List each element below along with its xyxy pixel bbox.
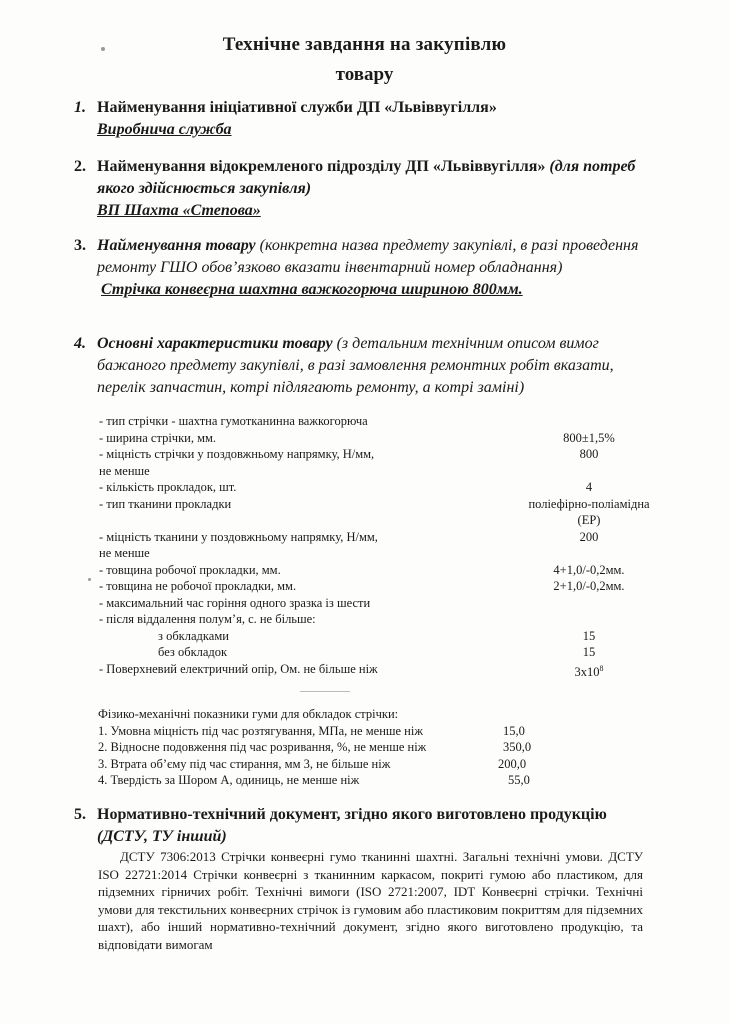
section-heading: Найменування ініціативної служби ДП «Львіввугілля» xyxy=(97,99,497,116)
spec-row: - товщина не робочої прокладки, мм. 2+1,0/-0,2мм. xyxy=(99,579,625,593)
spec-row: - міцність тканини у поздовжньому напрямку, Н/мм, не менше 200 xyxy=(99,529,599,560)
section-heading: Найменування товару xyxy=(97,237,256,254)
rubber-row: 2. Відносне подовження під час розривання, %, не менше ніж 350,0 xyxy=(98,740,532,754)
spec-row: - товщина робочої прокладки, мм. 4+1,0/-0,2мм. xyxy=(99,562,625,577)
section-note: (з детальним технічним описом вимог бажаного предмету закупівлі, в разі замовлення ремонтних робіт вказати, перелік запчастин, котрі підлягають ремонту, а котрі заміні) xyxy=(97,335,614,396)
section-answer: Виробнича служба xyxy=(97,121,232,138)
document-subtitle: товару xyxy=(335,64,394,85)
section-5-paragraph: ДСТУ 7306:2013 Стрічки конвеєрні гумо тканинні шахтні. Загальні технічні умови. ДСТУ ISO 22721:2014 Стрічки конвеєрні з тканинним каркасом, покриті гумою або пластиком, для підземних гірничих робіт. Технічні вимоги (ISO 2721:2007, IDT Конвеєрні стрічки. Технічні умови для текстильних конвеєрних стрічок із гумовим або пластиковим покриттям для підземних шахт), або інший нормативно-технічний документ, згідно якого виготовлено продукцію, та відповідати вимогам xyxy=(98,849,643,952)
section-number: 4. xyxy=(74,335,86,352)
spec-row: - Поверхневий електричний опір, Ом. не більше ніж $3x10^8$ xyxy=(99,661,604,679)
spec-row: - після віддалення полум’я, с. не більше: xyxy=(99,612,316,626)
rubber-properties xyxy=(98,706,598,789)
section-number: 2. xyxy=(74,158,86,175)
spec-row: - кількість прокладок, шт. 4 xyxy=(99,480,593,494)
section-number: 3. xyxy=(74,237,86,254)
spec-row: - тип стрічки - шахтна гумотканинна важкогорюча xyxy=(99,414,368,428)
rubber-heading: Фізико-механічні показники гуми для обкладок стрічки: xyxy=(98,707,399,721)
spec-row: без обкладок 15 xyxy=(158,645,596,659)
rubber-row: 1. Умовна міцність під час розтягування, МПа, не менше ніж 15,0 xyxy=(98,723,525,738)
scan-speck xyxy=(101,47,105,51)
section-heading: Нормативно-технічний документ, згідно якого виготовлено продукцію xyxy=(97,806,607,823)
spec-row: - максимальний час горіння одного зразка із шести xyxy=(99,595,371,610)
section-number: 5. xyxy=(74,806,86,823)
rubber-row: 3. Втрата об’єму під час стирання, мм 3, не більше ніж 200,0 xyxy=(98,756,527,771)
section-heading: Основні характеристики товару xyxy=(97,335,333,352)
spec-row: - тип тканини прокладки поліефірно-поліамідна (EP) xyxy=(99,496,650,527)
divider xyxy=(300,691,350,692)
section-answer: ВП Шахта «Степова» xyxy=(97,202,261,219)
scan-speck xyxy=(88,578,91,581)
spec-row: з обкладками 15 xyxy=(158,628,596,643)
spec-row: - ширина стрічки, мм. 800±1,5% xyxy=(99,430,615,445)
section-note: (конкретна назва предмету закупівлі, в разі проведення ремонту ГШО обов’язково вказати інвентарний номер обладнання) xyxy=(97,237,639,276)
section-number: 1. xyxy=(74,99,86,116)
section-note: (ДСТУ, ТУ інший) xyxy=(97,828,227,845)
section-answer: Стрічка конвеєрна шахтна важкогорюча шириною 800мм. xyxy=(101,281,523,298)
section-note: (для потреб якого здійснюється закупівля) xyxy=(97,158,636,197)
rubber-row: 4. Твердість за Шором А, одиниць, не менше ніж 55,0 xyxy=(98,773,530,787)
spec-row: - міцність стрічки у поздовжньому напрямку, Н/мм, не менше 800 xyxy=(99,447,599,478)
document-title: Технічне завдання на закупівлю xyxy=(222,34,507,55)
section-heading: Найменування відокремленого підрозділу ДП «Львіввугілля» xyxy=(97,158,546,175)
spec-list xyxy=(99,413,659,677)
